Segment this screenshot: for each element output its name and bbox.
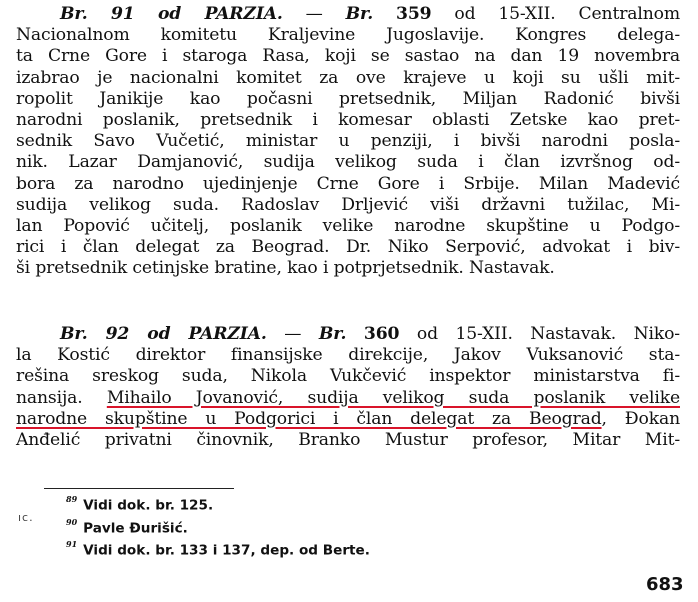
footnote-marker: 90 [66, 516, 78, 527]
paragraph-line: ropolit Janikije kao počasni pretsednik, Miljan Radonić bivši [16, 88, 680, 109]
paragraph-line: la Kostić direktor finansijske direkcije, Jakov Vuksanović sta- [16, 345, 680, 366]
underlined-highlight: narodne skupštine u Podgorici i član delegat za Beograd [16, 408, 602, 429]
footnote-text: Vidi dok. br. 125. [83, 497, 214, 514]
footnote-text: Pavle Đurišić. [83, 520, 188, 537]
paragraph-line [16, 4, 680, 25]
footnote-divider [44, 488, 234, 489]
line-text: od 15-XII. Centralnom [431, 4, 680, 24]
paragraph-doc-92 [16, 324, 680, 451]
document-number: 359 [396, 4, 432, 24]
footnote-text: Vidi dok. br. 133 i 137, dep. od Berte. [83, 542, 370, 559]
paragraph-line [16, 388, 680, 409]
br-label: Br. [318, 324, 347, 344]
paragraph-line [16, 324, 680, 345]
paragraph-line: rešina sreskog suda, Nikola Vukčević inspektor ministarstva fi- [16, 366, 680, 387]
paragraph-line: bora za narodno ujedinjenje Crne Gore i Srbije. Milan Madević [16, 173, 680, 194]
br-label: Br. [345, 4, 374, 24]
paragraph-line: sednik Savo Vučetić, ministar u penziji, i bivši narodni posla- [16, 131, 680, 152]
line-text: nansija. [16, 387, 83, 408]
paragraph-line: nik. Lazar Damjanović, sudija velikog suda i član izvršnog od- [16, 152, 680, 173]
footnote-item [66, 537, 370, 560]
document-reference: Br. 92 od PARZIA. [60, 324, 267, 344]
document-number: 360 [363, 324, 400, 344]
paragraph-line: rici i član delegat za Beograd. Dr. Niko Serpović, advokat i biv- [16, 237, 680, 258]
paragraph-doc-91 [16, 4, 680, 279]
footnote-item [66, 515, 370, 538]
paragraph-line: Nacionalnom komitetu Kraljevine Jugoslavije. Kongres delega- [16, 25, 680, 46]
underlined-highlight: Mihailo Jovanović, sudija velikog suda poslanik velike [106, 387, 680, 408]
footnote-item [66, 492, 370, 515]
paragraph-line: Anđelić privatni činovnik, Branko Mustur profesor, Mitar Mit- [16, 429, 680, 450]
footnotes [66, 492, 370, 560]
em-dash: — [305, 4, 323, 24]
page-number: 683 [646, 574, 684, 595]
margin-annotation: ıc. [18, 511, 34, 524]
paragraph-line: narodni poslanik, pretsednik i komesar oblasti Zetske kao pret- [16, 109, 680, 130]
line-text: od 15-XII. Nastavak. Niko- [399, 324, 680, 344]
footnote-marker: 91 [66, 539, 78, 550]
line-text: , Đokan [601, 408, 680, 429]
paragraph-line: ši pretsednik cetinjske bratine, kao i potprjetsednik. Nastavak. [16, 258, 555, 279]
paragraph-line [16, 409, 680, 430]
paragraph-line: izabrao je nacionalni komitet za ove krajeve u koji su ušli mit- [16, 67, 680, 88]
paragraph-line: ta Crne Gore i staroga Rasa, koji se sastao na dan 19 novembra [16, 46, 680, 67]
paragraph-line: lan Popović učitelj, poslanik velike narodne skupštine u Podgo- [16, 215, 680, 236]
em-dash: — [284, 324, 302, 344]
paragraph-line: sudija velikog suda. Radoslav Drljević viši državni tužilac, Mi- [16, 194, 680, 215]
document-reference: Br. 91 od PARZIA. [60, 4, 283, 24]
footnote-marker: 89 [66, 494, 78, 504]
